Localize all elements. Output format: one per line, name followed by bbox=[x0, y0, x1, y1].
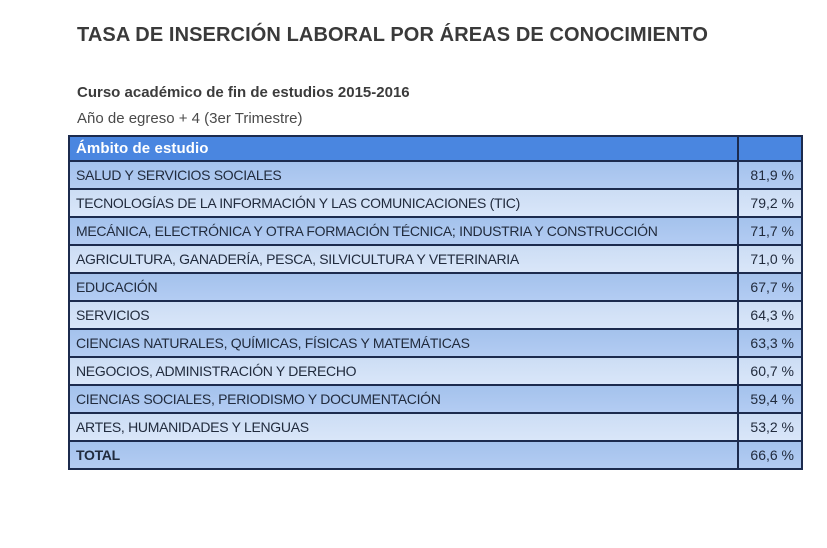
insertion-rate-table bbox=[68, 135, 803, 470]
row-value: 67,7 % bbox=[738, 273, 802, 301]
page-title: TASA DE INSERCIÓN LABORAL POR ÁREAS DE CONOCIMIENTO bbox=[77, 24, 709, 46]
row-value: 53,2 % bbox=[738, 413, 802, 441]
row-label: NEGOCIOS, ADMINISTRACIÓN Y DERECHO bbox=[69, 357, 738, 385]
subtitle-academic-year: Curso académico de fin de estudios 2015-2016 bbox=[77, 84, 410, 101]
table-row bbox=[69, 301, 802, 329]
table-body bbox=[69, 161, 802, 469]
table-row bbox=[69, 329, 802, 357]
table-row bbox=[69, 189, 802, 217]
row-value: 63,3 % bbox=[738, 329, 802, 357]
row-value: 79,2 % bbox=[738, 189, 802, 217]
table-row bbox=[69, 385, 802, 413]
row-label: CIENCIAS SOCIALES, PERIODISMO Y DOCUMENTACIÓN bbox=[69, 385, 738, 413]
row-value: 64,3 % bbox=[738, 301, 802, 329]
row-value: 60,7 % bbox=[738, 357, 802, 385]
table-row bbox=[69, 245, 802, 273]
row-label: TECNOLOGÍAS DE LA INFORMACIÓN Y LAS COMUNICACIONES (TIC) bbox=[69, 189, 738, 217]
row-label: EDUCACIÓN bbox=[69, 273, 738, 301]
table-row bbox=[69, 161, 802, 189]
row-value: 81,9 % bbox=[738, 161, 802, 189]
row-label: SALUD Y SERVICIOS SOCIALES bbox=[69, 161, 738, 189]
table-row bbox=[69, 413, 802, 441]
column-header-rate-empty bbox=[738, 136, 802, 161]
row-label: MECÁNICA, ELECTRÓNICA Y OTRA FORMACIÓN TÉCNICA; INDUSTRIA Y CONSTRUCCIÓN bbox=[69, 217, 738, 245]
subtitle-egress-note: Año de egreso + 4 (3er Trimestre) bbox=[77, 110, 303, 127]
table-row-total bbox=[69, 441, 802, 469]
row-label: ARTES, HUMANIDADES Y LENGUAS bbox=[69, 413, 738, 441]
table-row bbox=[69, 273, 802, 301]
row-value: 66,6 % bbox=[738, 441, 802, 469]
table-row bbox=[69, 357, 802, 385]
table-header-row bbox=[69, 136, 802, 161]
row-label: CIENCIAS NATURALES, QUÍMICAS, FÍSICAS Y MATEMÁTICAS bbox=[69, 329, 738, 357]
column-header-ambito: Ámbito de estudio bbox=[69, 136, 738, 161]
table-row bbox=[69, 217, 802, 245]
row-value: 59,4 % bbox=[738, 385, 802, 413]
row-value: 71,7 % bbox=[738, 217, 802, 245]
row-label: TOTAL bbox=[69, 441, 738, 469]
row-label: SERVICIOS bbox=[69, 301, 738, 329]
row-label: AGRICULTURA, GANADERÍA, PESCA, SILVICULTURA Y VETERINARIA bbox=[69, 245, 738, 273]
row-value: 71,0 % bbox=[738, 245, 802, 273]
